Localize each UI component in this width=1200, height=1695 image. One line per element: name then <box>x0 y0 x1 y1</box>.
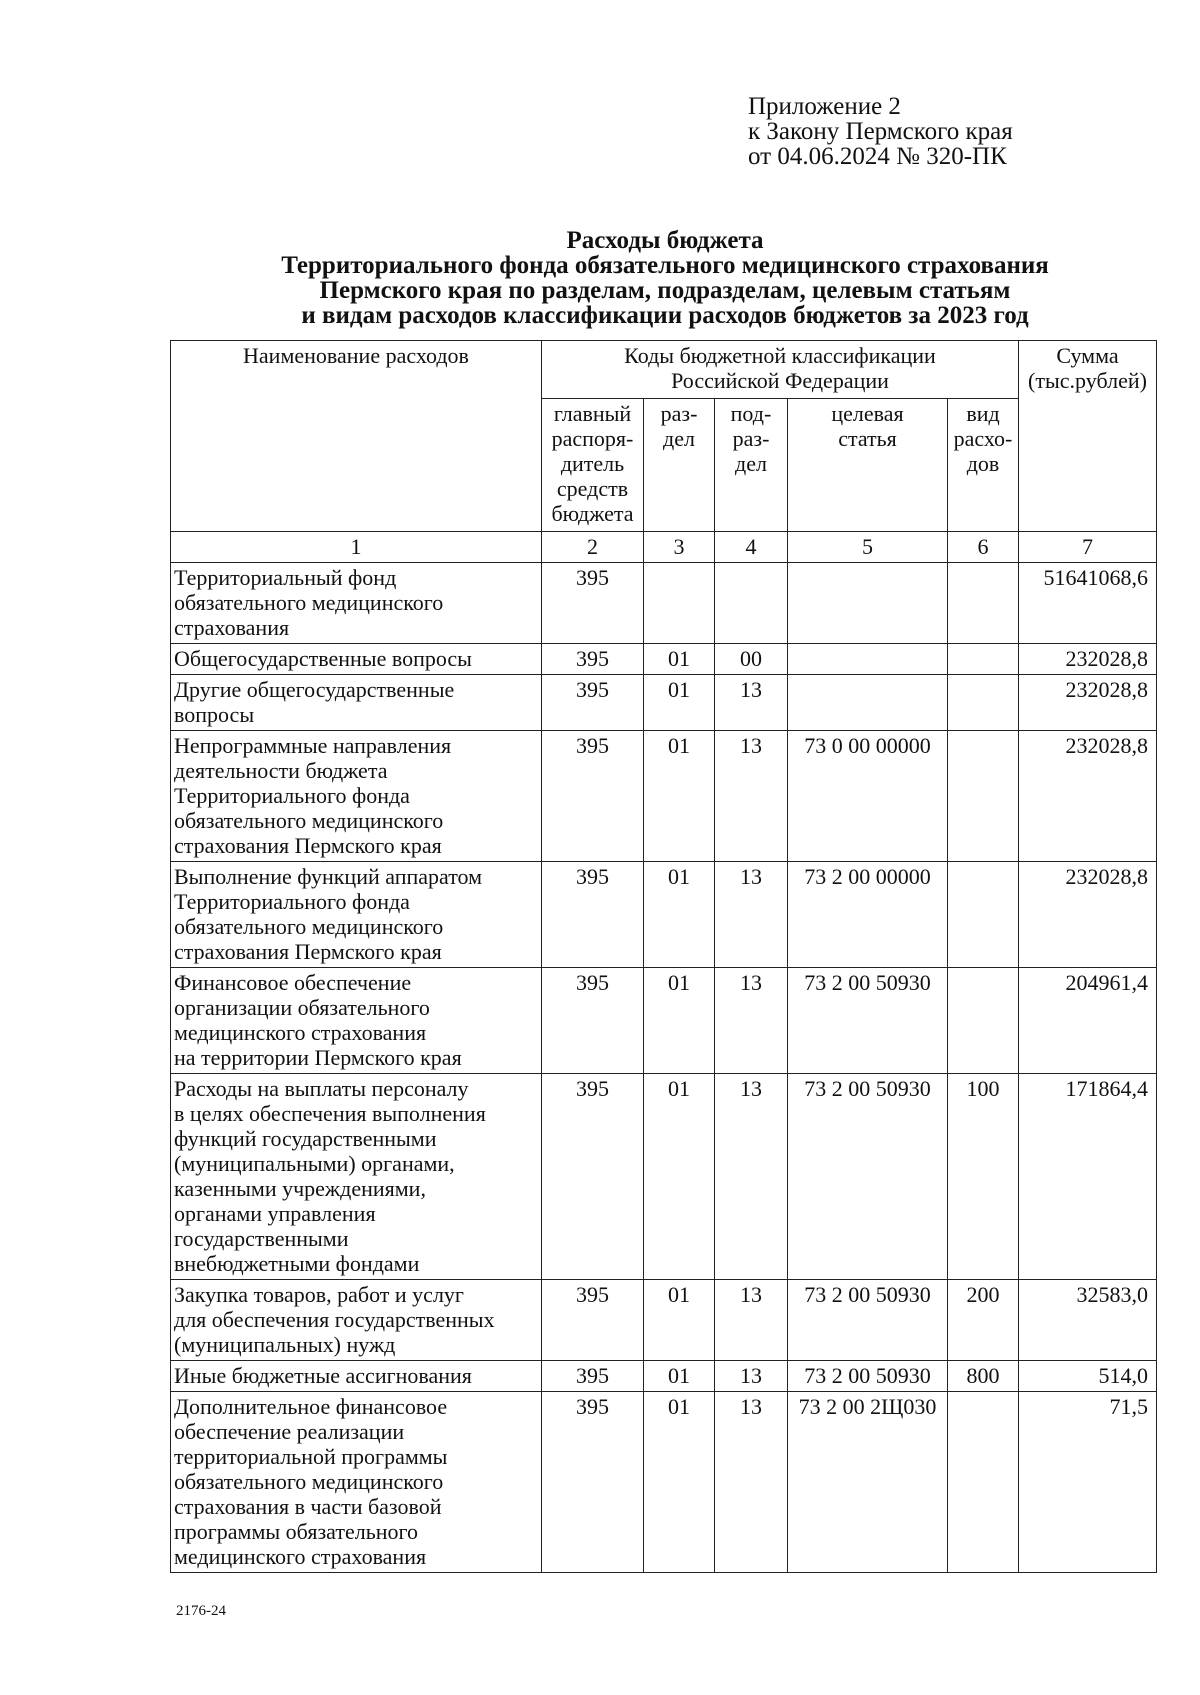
cell-subsection: 13 <box>715 675 788 731</box>
table-row <box>171 1392 1157 1573</box>
cell-section: 01 <box>644 1280 715 1361</box>
appendix-block <box>748 94 1013 169</box>
cell-expense-type <box>948 731 1019 862</box>
expense-name-line: медицинского страхования <box>174 1020 427 1045</box>
cell-section: 01 <box>644 731 715 862</box>
header-col4-line-1: под- <box>730 401 772 426</box>
column-number: 7 <box>1019 532 1157 563</box>
header-expense-type <box>948 399 1019 532</box>
cell-target-article: 73 2 00 50930 <box>788 1361 948 1392</box>
header-col2-line-1: главный <box>553 401 632 426</box>
cell-expense-name <box>171 644 542 675</box>
expense-name-line: обязательного медицинского <box>174 1469 444 1494</box>
cell-expense-name <box>171 731 542 862</box>
cell-section: 01 <box>644 644 715 675</box>
header-col4-line-3: дел <box>735 451 767 476</box>
table-row <box>171 862 1157 968</box>
table-row <box>171 675 1157 731</box>
expense-name-line: Территориальный фонд <box>174 565 397 590</box>
expense-name-line: функций государственными <box>174 1126 437 1151</box>
header-subsection <box>715 399 788 532</box>
appendix-line-2: к Закону Пермского края <box>748 118 1013 145</box>
cell-sum: 32583,0 <box>1019 1280 1157 1361</box>
document-code: 2176-24 <box>176 1603 226 1619</box>
cell-sum: 232028,8 <box>1019 644 1157 675</box>
expense-name-line: органами управления <box>174 1201 376 1226</box>
expense-name-line: обязательного медицинского <box>174 808 444 833</box>
expense-name-line: государственными <box>174 1226 349 1251</box>
cell-target-article: 73 0 00 00000 <box>788 731 948 862</box>
header-col3-line-2: дел <box>663 426 695 451</box>
header-name <box>171 341 542 532</box>
cell-section: 01 <box>644 675 715 731</box>
header-main-manager <box>542 399 644 532</box>
cell-main-manager: 395 <box>542 1074 644 1280</box>
table-row <box>171 644 1157 675</box>
cell-expense-name <box>171 1392 542 1573</box>
expense-name-line: на территории Пермского края <box>174 1045 462 1070</box>
header-col2-line-5: бюджета <box>551 501 634 526</box>
header-col2-line-2: распоря- <box>551 426 634 451</box>
cell-sum: 232028,8 <box>1019 862 1157 968</box>
cell-sum: 204961,4 <box>1019 968 1157 1074</box>
cell-section: 01 <box>644 1361 715 1392</box>
expense-name-line: Закупка товаров, работ и услуг <box>174 1282 464 1307</box>
table-row <box>171 563 1157 644</box>
header-col2-line-4: средств <box>556 476 629 501</box>
cell-section: 01 <box>644 862 715 968</box>
cell-section: 01 <box>644 968 715 1074</box>
header-col5-line-1: целевая <box>831 401 904 426</box>
column-number: 3 <box>644 532 715 563</box>
expense-name-line: Другие общегосударственные <box>174 677 455 702</box>
expense-name-line: Непрограммные направления <box>174 733 452 758</box>
expense-name-line: Финансовое обеспечение <box>174 970 412 995</box>
cell-main-manager: 395 <box>542 675 644 731</box>
header-col5-line-2: статья <box>838 426 897 451</box>
cell-subsection <box>715 563 788 644</box>
title-line-2: Территориального фонда обязательного медицинского страхования <box>281 252 1049 279</box>
document-title <box>160 228 1170 328</box>
table-row <box>171 968 1157 1074</box>
expense-name-line: организации обязательного <box>174 995 430 1020</box>
cell-target-article: 73 2 00 00000 <box>788 862 948 968</box>
cell-main-manager: 395 <box>542 563 644 644</box>
header-sum-line-2: (тыс.рублей) <box>1028 368 1147 393</box>
expense-name-line: деятельности бюджета <box>174 758 388 783</box>
cell-expense-name <box>171 675 542 731</box>
header-col4-line-2: раз- <box>732 426 770 451</box>
cell-subsection: 13 <box>715 1361 788 1392</box>
cell-section <box>644 563 715 644</box>
cell-target-article <box>788 675 948 731</box>
header-name-label: Наименование расходов <box>243 343 469 368</box>
title-line-1: Расходы бюджета <box>566 227 764 254</box>
cell-subsection: 00 <box>715 644 788 675</box>
cell-expense-type <box>948 675 1019 731</box>
table-row <box>171 1361 1157 1392</box>
header-col2-line-3: дитель <box>560 451 625 476</box>
cell-expense-type <box>948 1392 1019 1573</box>
cell-subsection: 13 <box>715 1074 788 1280</box>
expense-name-line: обязательного медицинского <box>174 914 444 939</box>
header-col6-line-2: расхо- <box>953 426 1013 451</box>
expense-name-line: (муниципальными) органами, <box>174 1151 455 1176</box>
budget-table <box>170 340 1157 1573</box>
appendix-line-3: от 04.06.2024 № 320-ПК <box>748 143 1007 170</box>
cell-expense-type <box>948 862 1019 968</box>
column-number: 5 <box>788 532 948 563</box>
cell-subsection: 13 <box>715 731 788 862</box>
table-row <box>171 1074 1157 1280</box>
cell-sum: 232028,8 <box>1019 731 1157 862</box>
expense-name-line: Иные бюджетные ассигнования <box>174 1363 472 1388</box>
column-number: 6 <box>948 532 1019 563</box>
cell-target-article <box>788 644 948 675</box>
cell-expense-type: 100 <box>948 1074 1019 1280</box>
cell-expense-type <box>948 644 1019 675</box>
expense-name-line: медицинского страхования <box>174 1544 427 1569</box>
expense-name-line: обеспечение реализации <box>174 1419 405 1444</box>
appendix-line-1: Приложение 2 <box>748 93 901 120</box>
header-target-article <box>788 399 948 532</box>
cell-subsection: 13 <box>715 862 788 968</box>
cell-section: 01 <box>644 1392 715 1573</box>
table-row <box>171 731 1157 862</box>
expense-name-line: страхования в части базовой <box>174 1494 442 1519</box>
cell-main-manager: 395 <box>542 644 644 675</box>
cell-subsection: 13 <box>715 1280 788 1361</box>
cell-expense-type <box>948 968 1019 1074</box>
column-number-row <box>171 532 1157 563</box>
cell-expense-name <box>171 1280 542 1361</box>
header-section <box>644 399 715 532</box>
expense-name-line: Выполнение функций аппаратом <box>174 864 483 889</box>
cell-sum: 514,0 <box>1019 1361 1157 1392</box>
cell-main-manager: 395 <box>542 1361 644 1392</box>
expense-name-line: Расходы на выплаты персоналу <box>174 1076 469 1101</box>
cell-sum: 171864,4 <box>1019 1074 1157 1280</box>
cell-target-article: 73 2 00 50930 <box>788 1280 948 1361</box>
cell-sum: 232028,8 <box>1019 675 1157 731</box>
header-codes-line-2: Российской Федерации <box>671 368 889 393</box>
cell-sum: 51641068,6 <box>1019 563 1157 644</box>
cell-expense-type <box>948 563 1019 644</box>
expense-name-line: для обеспечения государственных <box>174 1307 495 1332</box>
cell-main-manager: 395 <box>542 968 644 1074</box>
header-col6-line-3: дов <box>966 451 1000 476</box>
column-number: 1 <box>171 532 542 563</box>
expense-name-line: (муниципальных) нужд <box>174 1332 396 1357</box>
cell-expense-type: 200 <box>948 1280 1019 1361</box>
expense-name-line: страхования <box>174 615 290 640</box>
expense-name-line: вопросы <box>174 702 255 727</box>
title-line-3: Пермского края по разделам, подразделам, целевым статьям <box>319 277 1011 304</box>
expense-name-line: Дополнительное финансовое <box>174 1394 448 1419</box>
cell-target-article: 73 2 00 2Щ030 <box>788 1392 948 1573</box>
expense-name-line: казенными учреждениями, <box>174 1176 426 1201</box>
header-sum-line-1: Сумма <box>1056 343 1119 368</box>
cell-expense-name <box>171 968 542 1074</box>
header-col3-line-1: раз- <box>660 401 698 426</box>
expense-name-line: Территориального фонда <box>174 889 410 914</box>
expense-name-line: программы обязательного <box>174 1519 418 1544</box>
cell-main-manager: 395 <box>542 862 644 968</box>
expense-name-line: обязательного медицинского <box>174 590 444 615</box>
column-number: 2 <box>542 532 644 563</box>
cell-subsection: 13 <box>715 1392 788 1573</box>
table-row <box>171 1280 1157 1361</box>
cell-section: 01 <box>644 1074 715 1280</box>
expense-name-line: страхования Пермского края <box>174 939 442 964</box>
expense-name-line: страхования Пермского края <box>174 833 442 858</box>
expense-name-line: территориальной программы <box>174 1444 448 1469</box>
cell-main-manager: 395 <box>542 731 644 862</box>
expense-name-line: внебюджетными фондами <box>174 1251 420 1276</box>
header-col6-line-1: вид <box>966 401 1000 426</box>
cell-expense-name <box>171 1361 542 1392</box>
expense-name-line: в целях обеспечения выполнения <box>174 1101 486 1126</box>
cell-target-article <box>788 563 948 644</box>
title-line-4: и видам расходов классификации расходов бюджетов за 2023 год <box>301 302 1029 329</box>
cell-main-manager: 395 <box>542 1280 644 1361</box>
cell-expense-name <box>171 862 542 968</box>
table-body <box>171 532 1157 1573</box>
header-codes-group <box>542 341 1019 399</box>
cell-sum: 71,5 <box>1019 1392 1157 1573</box>
cell-main-manager: 395 <box>542 1392 644 1573</box>
cell-expense-name <box>171 563 542 644</box>
cell-expense-name <box>171 1074 542 1280</box>
cell-subsection: 13 <box>715 968 788 1074</box>
column-number: 4 <box>715 532 788 563</box>
header-sum <box>1019 341 1157 532</box>
cell-expense-type: 800 <box>948 1361 1019 1392</box>
expense-name-line: Общегосударственные вопросы <box>174 646 472 671</box>
expense-name-line: Территориального фонда <box>174 783 410 808</box>
cell-target-article: 73 2 00 50930 <box>788 1074 948 1280</box>
header-codes-line-1: Коды бюджетной классификации <box>624 343 936 368</box>
cell-target-article: 73 2 00 50930 <box>788 968 948 1074</box>
